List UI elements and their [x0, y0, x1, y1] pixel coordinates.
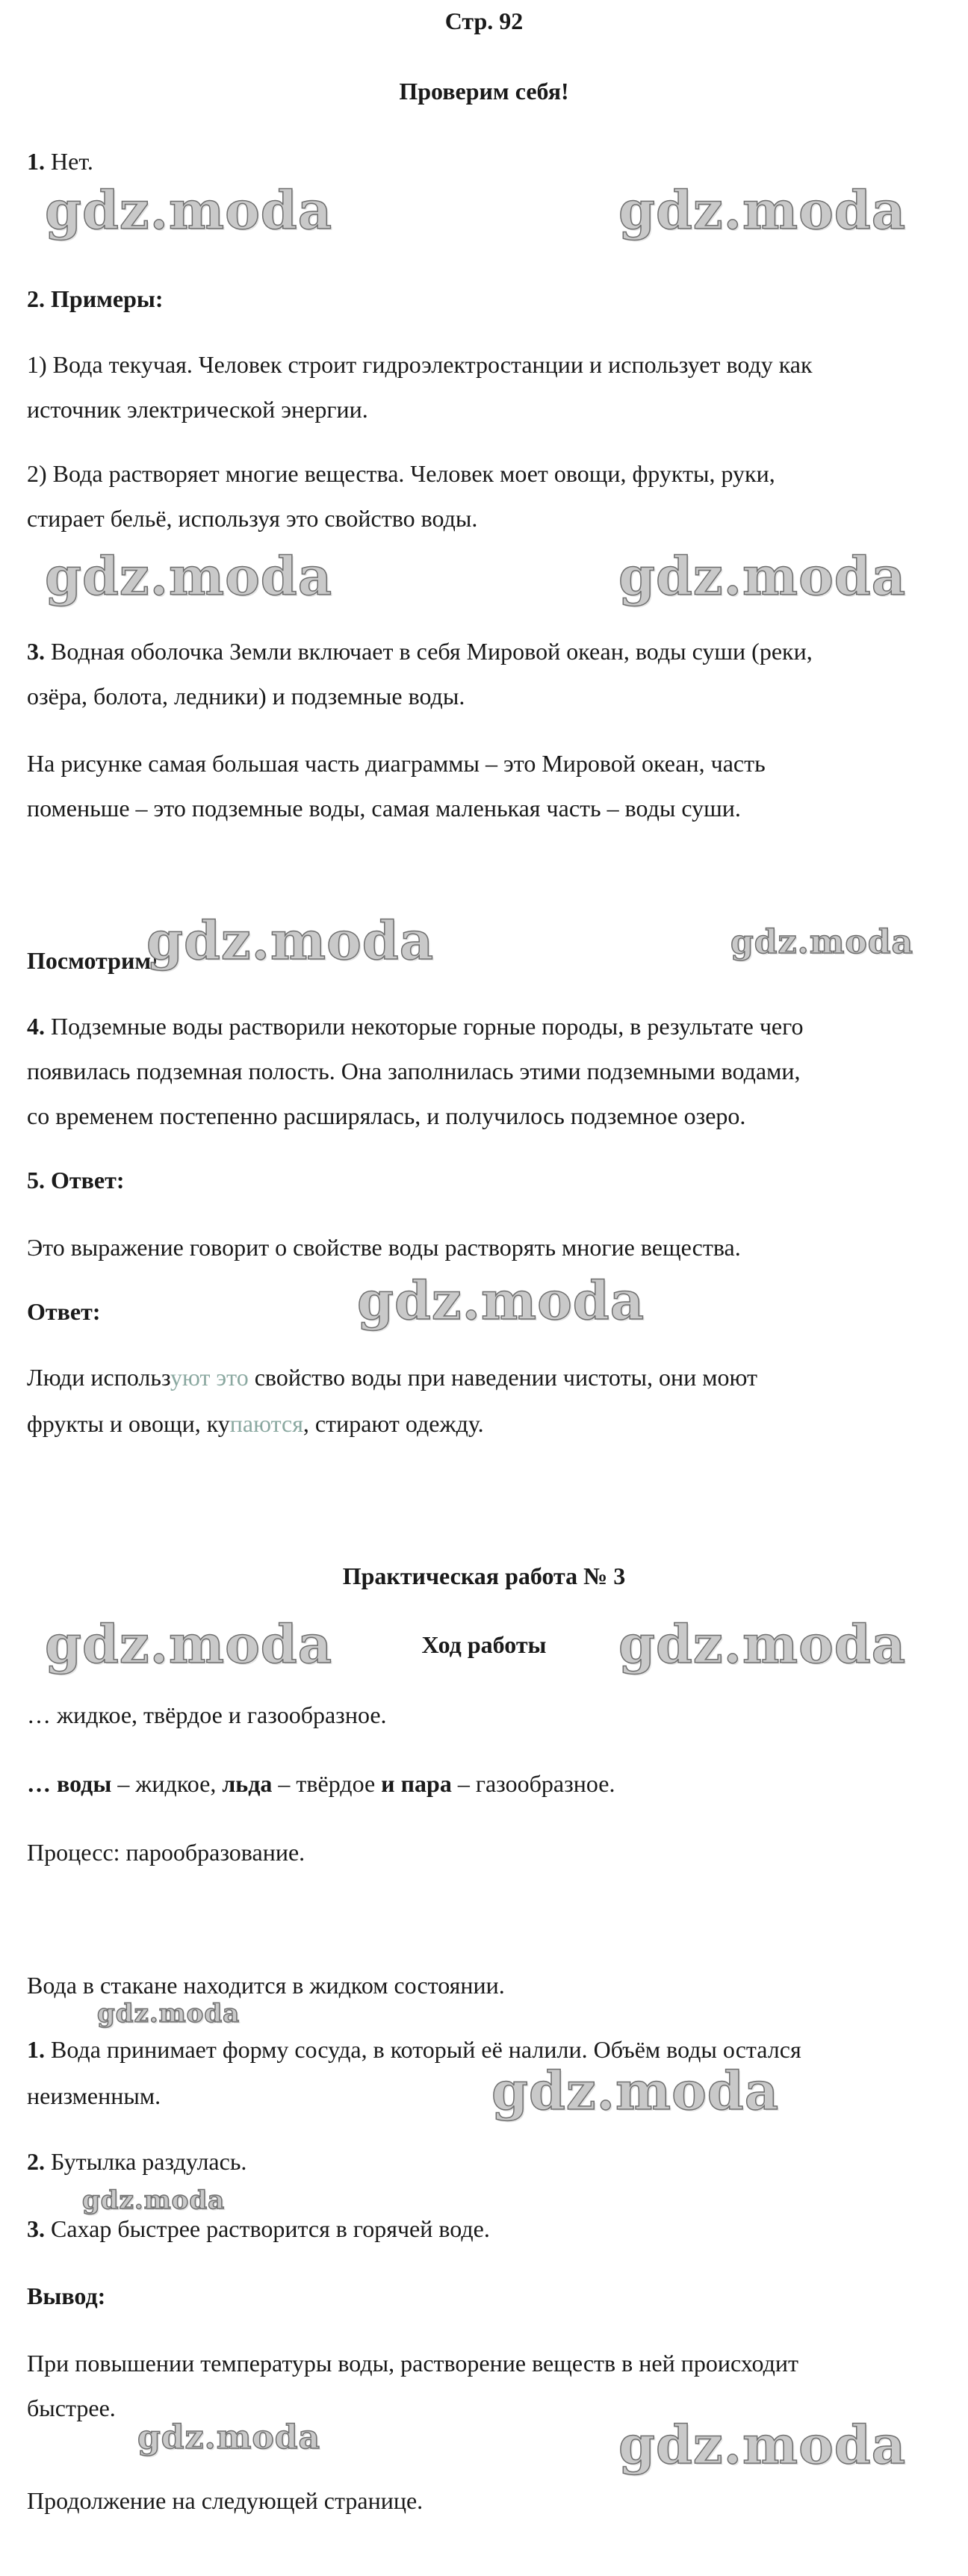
- answer-text: , стирают одежду.: [302, 1410, 484, 1437]
- watermark-logo: gdz.moda: [82, 2185, 226, 2215]
- question-3-line-1: [27, 635, 813, 668]
- watermark-logo: gdz.moda: [730, 923, 914, 961]
- answer-text: Водная оболочка Земли включает в себя Мировой океан, воды суши (реки,: [51, 638, 813, 665]
- watermark-logo: gdz.moda: [357, 1270, 645, 1332]
- watermark-logo: gdz.moda: [45, 1613, 333, 1675]
- watermark-logo: gdz.moda: [45, 179, 333, 241]
- question-1: [27, 145, 93, 178]
- steam-state: – газообразное.: [451, 1770, 615, 1797]
- glass-line: Вода в стакане находится в жидком состоянии.: [27, 1972, 505, 1999]
- watermark-logo: gdz.moda: [137, 2418, 321, 2456]
- conclusion-line-2: быстрее.: [27, 2395, 116, 2421]
- answer-text: свойство воды при наведении чистоты, они моют: [248, 1364, 757, 1391]
- answer-text: Нет.: [51, 148, 93, 175]
- watermark-logo: gdz.moda: [97, 1999, 241, 2029]
- question-number: 3.: [27, 638, 45, 665]
- item-number: 3.: [27, 2215, 45, 2242]
- example-1-line-2: источник электрической энергии.: [27, 396, 368, 423]
- question-4-line-3: со временем постепенно расширялась, и получилось подземное озеро.: [27, 1102, 746, 1129]
- answer-line-1: [27, 1361, 757, 1394]
- watermark-logo: gdz.moda: [45, 545, 333, 607]
- diagram-description-line-2: поменьше – это подземные воды, самая маленькая часть – воды суши.: [27, 795, 741, 822]
- question-5-answer: Это выражение говорит о свойстве воды растворять многие вещества.: [27, 1234, 741, 1261]
- item-number: 1.: [27, 2036, 45, 2063]
- states-detail-line: [27, 1767, 615, 1800]
- answer-heading: Ответ:: [27, 1298, 101, 1325]
- item-2: [27, 2145, 246, 2178]
- ice-label: льда: [222, 1770, 273, 1797]
- question-2-heading: 2. Примеры:: [27, 285, 164, 312]
- watermark-logo: gdz.moda: [491, 2060, 780, 2122]
- conclusion-line-1: При повышении температуры воды, растворение веществ в ней происходит: [27, 2350, 798, 2377]
- item-number: 2.: [27, 2148, 45, 2175]
- continued-note: Продолжение на следующей странице.: [27, 2487, 424, 2514]
- faded-text: паются: [229, 1410, 303, 1437]
- answer-text: Люди использ: [27, 1364, 170, 1391]
- progress-heading: Ход работы: [421, 1631, 547, 1658]
- conclusion-heading: Вывод:: [27, 2282, 106, 2309]
- question-3-line-2: озёра, болота, ледники) и подземные воды.: [27, 683, 465, 710]
- lets-see-heading: Посмотрим!: [27, 947, 159, 974]
- ice-state: – твёрдое: [272, 1770, 382, 1797]
- practical-work-title: Практическая работа № 3: [342, 1562, 626, 1589]
- question-number: 1.: [27, 148, 45, 175]
- example-2-line-1: 2) Вода растворяет многие вещества. Человек моет овощи, фрукты, руки,: [27, 460, 775, 487]
- answer-line-2: [27, 1407, 484, 1440]
- water-label: … воды: [27, 1770, 112, 1797]
- item-text: Вода принимает форму сосуда, в который её налили. Объём воды остался: [51, 2036, 801, 2063]
- diagram-description-line-1: На рисунке самая большая часть диаграммы – это Мировой океан, часть: [27, 750, 766, 777]
- question-4-line-2: появилась подземная полость. Она заполнилась этими подземными водами,: [27, 1058, 801, 1084]
- watermark-logo: gdz.moda: [618, 2414, 907, 2476]
- process-line: Процесс: парообразование.: [27, 1839, 305, 1866]
- example-1-line-1: 1) Вода текучая. Человек строит гидроэлектростанции и использует воду как: [27, 351, 813, 378]
- item-1-line-2: неизменным.: [27, 2082, 161, 2109]
- watermark-logo: gdz.moda: [618, 179, 907, 241]
- question-4-line-1: [27, 1010, 803, 1043]
- answer-text: фрукты и овощи, ку: [27, 1410, 230, 1437]
- water-state: – жидкое,: [111, 1770, 223, 1797]
- watermark-logo: gdz.moda: [146, 910, 435, 972]
- section-title: Проверим себя!: [399, 78, 569, 105]
- states-line: … жидкое, твёрдое и газообразное.: [27, 1701, 387, 1728]
- steam-label: и пара: [381, 1770, 452, 1797]
- item-3: [27, 2212, 490, 2245]
- watermark-logo: gdz.moda: [618, 1613, 907, 1675]
- item-text: Сахар быстрее растворится в горячей воде.: [51, 2215, 490, 2242]
- page-number: Стр. 92: [444, 7, 524, 34]
- watermark-logo: gdz.moda: [618, 545, 907, 607]
- faded-text: уют это: [170, 1364, 249, 1391]
- example-2-line-2: стирает бельё, используя это свойство воды.: [27, 505, 478, 532]
- question-number: 4.: [27, 1013, 45, 1040]
- item-text: Бутылка раздулась.: [51, 2148, 247, 2175]
- answer-text: Подземные воды растворили некоторые горные породы, в результате чего: [51, 1013, 804, 1040]
- question-5-heading: 5. Ответ:: [27, 1167, 125, 1194]
